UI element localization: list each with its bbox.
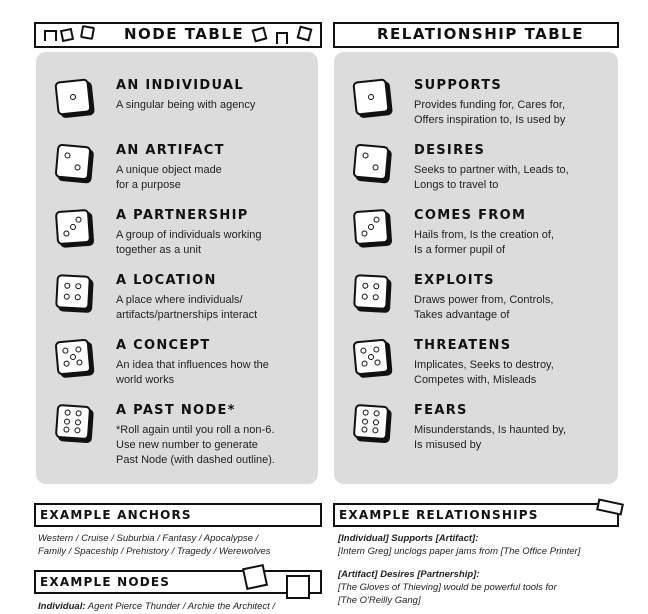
header-deco-icon: [60, 28, 74, 42]
relationship-item-description: Hails from, Is the creation of,: [414, 229, 554, 241]
relationship-item-description: Seeks to partner with, Leads to,: [414, 164, 569, 176]
die-pip: [362, 410, 368, 416]
example-nodes-title: EXAMPLE NODES: [40, 575, 171, 589]
header-deco-icon: [276, 32, 288, 44]
node-item-title: A PARTNERSHIP: [116, 208, 249, 223]
die-pip: [361, 426, 367, 432]
die-pip: [373, 164, 380, 171]
die-pip: [362, 152, 369, 159]
relationship-item-description: Takes advantage of: [414, 309, 510, 321]
die-pip: [64, 152, 71, 159]
node-die-2-icon: [55, 144, 92, 181]
relationship-die-1-icon: [352, 78, 389, 115]
node-item-description: for a purpose: [116, 179, 181, 191]
die-pip: [374, 411, 380, 417]
die-pip: [75, 164, 82, 171]
die-pip: [75, 294, 81, 300]
node-deco-icon: [242, 564, 268, 590]
node-item-title: A CONCEPT: [116, 338, 211, 353]
node-deco-icon: [286, 575, 310, 599]
relationship-item-description: Misunderstands, Is haunted by,: [414, 424, 567, 436]
node-die-1-icon: [54, 78, 91, 115]
die-pip: [373, 294, 379, 300]
die-pip: [362, 418, 368, 424]
node-die-5-icon: [55, 339, 92, 376]
example-anchors-title: EXAMPLE ANCHORS: [40, 508, 192, 522]
die-pip: [69, 353, 76, 360]
example-nodes-text: Agent Pierce Thunder / Archie the Architect /: [85, 601, 276, 612]
die-pip: [361, 360, 368, 367]
die-pip: [76, 359, 83, 366]
die-pip: [374, 359, 381, 366]
node-item-description: An idea that influences how the: [116, 359, 269, 371]
die-pip: [373, 346, 380, 353]
die-pip: [373, 427, 379, 433]
die-pip: [62, 347, 69, 354]
node-item-description: A unique object made: [116, 164, 222, 176]
node-item-description: *Roll again until you roll a non-6.: [116, 424, 275, 436]
node-table-title: NODE TABLE: [124, 25, 245, 43]
node-item-description: A group of individuals working: [116, 229, 262, 241]
die-pip: [63, 360, 70, 367]
node-table-header: [34, 22, 322, 48]
die-pip: [373, 283, 379, 289]
example-relationship-1-head: [Individual] Supports [Artifact]:: [338, 533, 479, 544]
node-item-description: A singular being with agency: [116, 99, 256, 111]
example-relationship-2-body-1: [The Gloves of Thieving] would be powerful tools for: [338, 582, 557, 593]
node-item-title: AN ARTIFACT: [116, 143, 225, 158]
relationship-table-header: [333, 22, 619, 48]
die-pip: [64, 418, 70, 424]
die-pip: [75, 346, 82, 353]
node-item-title: A LOCATION: [116, 273, 217, 288]
die-pip: [362, 282, 368, 288]
relationship-item-title: SUPPORTS: [414, 78, 503, 93]
die-pip: [367, 93, 374, 100]
node-item-description: artifacts/partnerships interact: [116, 309, 258, 321]
relationship-item-title: THREATENS: [414, 338, 512, 353]
relationship-item-description: Offers inspiration to, Is used by: [414, 114, 566, 126]
node-item-description: A place where individuals/: [116, 294, 243, 306]
relationship-item-description: Implicates, Seeks to destroy,: [414, 359, 554, 371]
header-deco-icon: [80, 25, 95, 40]
header-deco-icon: [252, 27, 268, 43]
die-pip: [367, 353, 374, 360]
example-relationships-title: EXAMPLE RELATIONSHIPS: [339, 508, 539, 522]
relationship-die-6-icon: [353, 404, 389, 440]
relationship-die-2-icon: [353, 144, 390, 181]
example-anchors-header: [34, 503, 322, 527]
node-item-description: Past Node (with dashed outline).: [116, 454, 275, 466]
die-pip: [75, 217, 81, 223]
relationship-table-title: RELATIONSHIP TABLE: [377, 25, 584, 43]
die-pip: [367, 223, 373, 229]
die-pip: [69, 223, 75, 229]
die-pip: [373, 217, 379, 223]
relationship-item-description: Is misused by: [414, 439, 482, 451]
example-relationship-2-body-2: [The O'Reilly Gang]: [338, 595, 421, 606]
relationship-item-description: Provides funding for, Cares for,: [414, 99, 566, 111]
relationship-item-title: FEARS: [414, 403, 468, 418]
example-relationships-header: [333, 503, 619, 527]
example-relationship-2-head: [Artifact] Desires [Partnership]:: [338, 569, 480, 580]
die-pip: [63, 294, 69, 300]
node-item-title: AN INDIVIDUAL: [116, 78, 244, 93]
relationship-die-3-icon: [353, 209, 389, 245]
node-item-description: world works: [116, 374, 175, 386]
die-pip: [75, 419, 81, 425]
die-pip: [361, 230, 367, 236]
die-pip: [64, 410, 70, 416]
node-die-6-icon: [55, 404, 91, 440]
header-deco-icon: [297, 26, 313, 42]
example-nodes-header: [34, 570, 322, 594]
example-anchors-line-2: Family / Spaceship / Prehistory / Tragedy / Werewolves: [38, 546, 271, 557]
relationship-die-4-icon: [353, 274, 389, 310]
example-anchors-line-1: Western / Cruise / Suburbia / Fantasy / Apocalypse /: [38, 533, 259, 544]
die-pip: [76, 411, 82, 417]
node-die-3-icon: [55, 209, 91, 245]
relationship-item-title: DESIRES: [414, 143, 486, 158]
relationship-item-description: Longs to travel to: [414, 179, 499, 191]
relationship-item-description: Is a former pupil of: [414, 244, 506, 256]
die-pip: [69, 93, 76, 100]
die-pip: [361, 294, 367, 300]
node-item-description: Use new number to generate: [116, 439, 258, 451]
relationship-die-5-icon: [353, 339, 390, 376]
node-die-4-icon: [55, 274, 91, 310]
example-nodes-line-1: [38, 600, 275, 613]
relationship-item-title: EXPLOITS: [414, 273, 495, 288]
die-pip: [63, 230, 69, 236]
die-pip: [360, 347, 367, 354]
example-nodes-label: Individual:: [38, 601, 86, 612]
die-pip: [75, 427, 81, 433]
node-item-description: together as a unit: [116, 244, 202, 256]
relationship-deco-icon: [596, 498, 624, 515]
example-relationship-1-body: [Intern Greg] unclogs paper jams from [The Office Printer]: [338, 546, 581, 557]
relationship-item-title: COMES FROM: [414, 208, 527, 223]
die-pip: [75, 283, 81, 289]
die-pip: [373, 419, 379, 425]
relationship-item-description: Competes with, Misleads: [414, 374, 537, 386]
header-deco-icon: [44, 30, 57, 41]
node-item-title: A PAST NODE*: [116, 403, 236, 418]
die-pip: [64, 282, 70, 288]
relationship-item-description: Draws power from, Controls,: [414, 294, 554, 306]
die-pip: [63, 426, 69, 432]
